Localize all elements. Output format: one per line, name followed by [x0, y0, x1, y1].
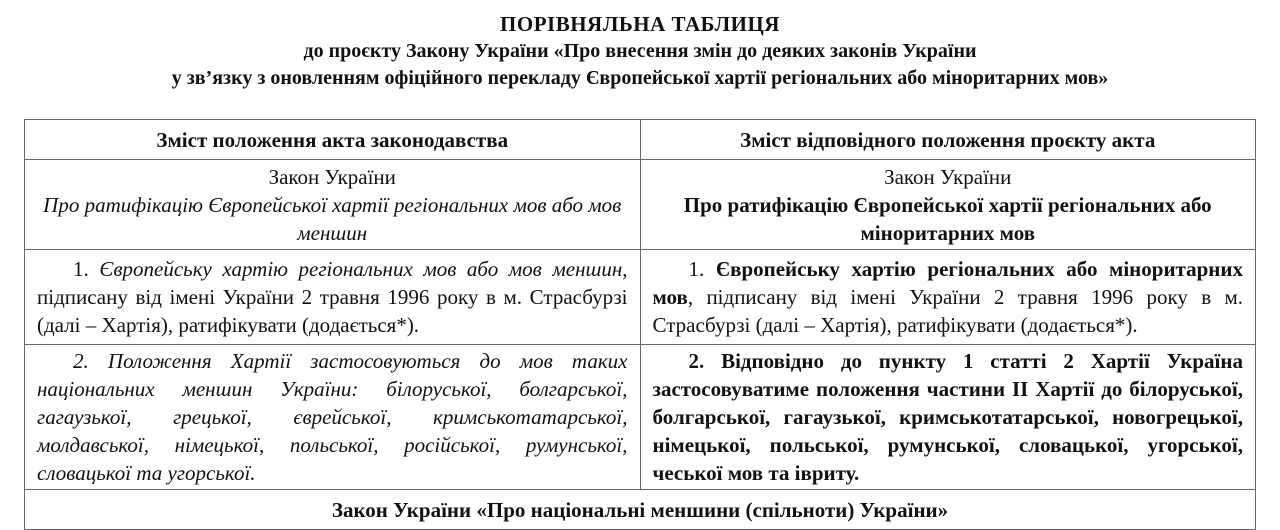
point1-cell-right [640, 250, 1256, 345]
column-header-existing-law: Зміст положення акта законодавства [25, 120, 641, 160]
page-subtitle-line-2: у зв’язку з оновленням офіційного перекладу Європейської хартії регіональних або міноритарних мов» [171, 67, 1109, 89]
point2-left-paragraph: 2. Положення Хартії застосовуються до мов таких національних меншин України: білоруської, болгарської, гагаузької, грецької, єврейської, кримськотатарської, молдавської, німецької, польської, російської, румунської, словацької та угорської. [37, 349, 628, 485]
law-title-left-line2: Про ратифікацію Європейської хартії регіональних мов або мов меншин [43, 192, 622, 245]
page-title: ПОРІВНЯЛЬНА ТАБЛИЦЯ [500, 12, 780, 36]
point1-left-number: 1. [73, 257, 100, 281]
point2-row [25, 345, 1256, 490]
point1-right-emphasis: Європейську хартію регіональних або міноритарних мов [652, 257, 1244, 309]
point1-right-number: 1. [688, 257, 716, 281]
law-title-cell-right [640, 160, 1256, 250]
point1-cell-left [25, 250, 641, 345]
footer-law-row [25, 490, 1256, 530]
law-title-right-line1: Закон України [884, 164, 1012, 189]
point1-left-paragraph [37, 255, 628, 339]
point2-cell-right [640, 345, 1256, 490]
point2-cell-left [25, 345, 641, 490]
footer-law-cell: Закон України «Про національні меншини (спільноти) України» [25, 490, 1256, 530]
law-title-right-line2: Про ратифікацію Європейської хартії регіональних або міноритарних мов [683, 192, 1212, 245]
law-title-cell-left [25, 160, 641, 250]
point2-right-paragraph: 2. Відповідно до пункту 1 статті 2 Хартії Україна застосовуватиме положення частини ІІ Хартії до білоруської, болгарської, гагаузької, кримськотатарської, новогрецької, німецької, польської, румунської, словацької, угорської, чеської мов та івриту. [652, 349, 1243, 485]
point1-left-rest: , підписану від імені України 2 травня 1996 року в м. Страсбурзі (далі – Хартія), ратифікувати (додається*). [37, 257, 628, 337]
comparison-table [24, 119, 1256, 530]
point1-row [25, 250, 1256, 345]
page-subtitle-line-1: до проєкту Закону України «Про внесення змін до деяких законів України [303, 40, 977, 62]
table-header-row [25, 120, 1256, 160]
point1-right-paragraph [653, 255, 1244, 339]
law-title-row [25, 160, 1256, 250]
point1-left-emphasis: Європейську хартію регіональних мов або мов меншин [99, 257, 623, 281]
point1-right-rest: , підписану від імені України 2 травня 1996 року в м. Страсбурзі (далі – Хартія), ратифікувати (додається*). [652, 285, 1243, 337]
law-title-left-line1: Закон України [268, 164, 396, 189]
document-header [0, 0, 1280, 92]
column-header-draft-act: Зміст відповідного положення проєкту акта [640, 120, 1256, 160]
